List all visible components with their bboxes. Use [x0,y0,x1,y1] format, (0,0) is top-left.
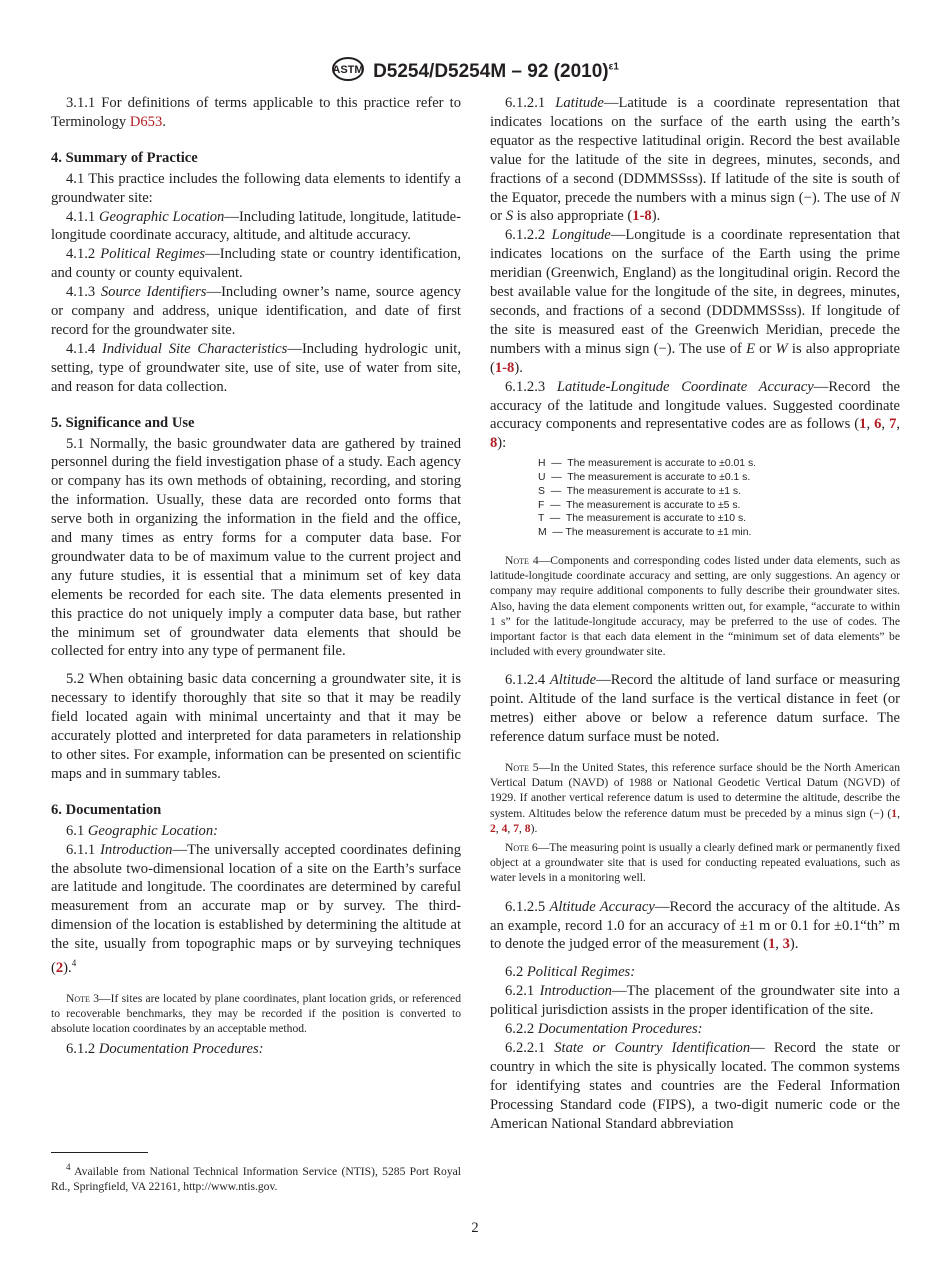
note [490,840,900,886]
text-run: —Longitude is a coordinate representation that indicates locations on the surface of the Earth using the prime meridian (Greenwich, England) as the longitudinal origin. Record the best available value for the longitude of the site, in degrees, minutes, seconds, and fractions of a second (DDDMMSSss). If longitude of the site is measured east of the Greenwich Meridian, precede the numbers with a minus sign (−). The use of [490,227,900,357]
note [490,760,900,836]
text-run: —Record the accuracy of the latitude and longitude values. Suggested coordinate accuracy components and representative codes are as follows ( [490,378,901,433]
paragraph [51,841,461,978]
section-heading [51,149,461,168]
paragraph [490,898,900,955]
text-run: Note [505,761,529,775]
text-run: , [881,416,890,433]
text-run: E [746,340,755,357]
accuracy-code-item: U — The measurement is accurate to ±0.1 s. [538,472,751,484]
reference-link[interactable]: 1-8 [632,208,652,225]
text-run: 6.1 [66,822,88,839]
footnote [51,1160,461,1194]
astm-logo-icon [331,56,365,82]
accuracy-code-item: M — The measurement is accurate to ±1 min. [538,527,752,539]
footnote-divider [51,1152,148,1153]
text-run: , [896,416,901,433]
text-run: Note [66,991,90,1005]
section-heading [51,414,461,433]
text-run: , [775,936,783,953]
text-run: Documentation Procedures: [537,1021,703,1038]
text-run: is also appropriate ( [513,208,633,225]
reference-link[interactable]: 8 [524,821,531,835]
accuracy-codes-list [538,457,900,540]
section-heading [51,801,461,820]
accuracy-code-item: F — The measurement is accurate to ±5 s. [538,499,741,511]
text-run: 6.2.2 [505,1021,538,1038]
paragraph [490,378,900,454]
text-run: 6.1.2 [66,1041,99,1058]
text-run: 6.2.1 [505,983,540,1000]
paragraph [51,245,461,283]
paragraph [490,1039,900,1134]
reference-link[interactable]: 1 [768,936,776,953]
text-run: W [775,340,788,357]
reference-link[interactable]: 2 [490,821,496,835]
text-run: Altitude Accuracy [549,898,655,915]
left-column [51,94,461,1059]
text-run: ). [63,959,72,976]
text-run: Geographic Location [98,208,225,225]
text-run: —Including hydrologic unit, setting, type of groundwater site, use of site, use of water from site, and reason for data collection. [51,340,461,395]
footnote-text: Available from National Technical Information Service (NTIS), 5285 Port Royal Rd., Springfield, VA 22161, http://www.ntis.gov. [51,1164,461,1194]
text-run: 5. Significance and Use [51,414,195,431]
text-run: State or Country Identification [554,1040,751,1057]
text-run: ). [789,936,799,953]
reference-link[interactable]: 2 [55,959,64,976]
reference-link[interactable]: 6 [874,416,882,433]
text-run: 6. Documentation [51,801,162,818]
paragraph [490,226,900,377]
note [51,991,461,1037]
svg-text:ASTM: ASTM [332,64,364,76]
text-run: Political Regimes [100,246,206,263]
reference-link[interactable]: 7 [513,821,519,835]
text-run: ). [530,821,538,835]
text-run: 6.2.2.1 [505,1040,555,1057]
text-run: —Record the altitude of land surface or measuring point. Altitude of the land surface is the vertical distance in feet (or metres) either above or below a reference datum surface. The reference datum surface must be noted. [490,672,901,746]
paragraph [51,340,461,397]
text-run: Latitude [555,95,604,111]
text-run: Geographic Location: [87,822,219,839]
text-run: 4.1.1 [66,208,99,225]
text-run: 6.1.2.4 [505,672,550,689]
text-run: . [162,113,166,130]
paragraph [490,94,900,226]
text-run: 6.1.1 [66,841,101,858]
paragraph [490,671,900,747]
text-run: , [897,806,900,820]
text-run: 6.1.2.2 [505,227,552,244]
paragraph [490,982,900,1020]
text-run: Documentation Procedures: [98,1041,264,1058]
text-run: 6.2 [505,964,527,981]
text-run: ): [497,435,507,452]
reference-link[interactable]: 4 [501,821,508,835]
text-run: Note [505,554,529,567]
paragraph [51,94,461,132]
text-run: 4. Summary of Practice [51,149,198,166]
text-run: 6.1.2.1 [505,95,556,111]
text-run: is also appropriate ( [490,340,900,376]
text-run: , [518,821,525,835]
text-run: 4.1.4 [66,340,102,357]
text-run: —The placement of the groundwater site into a political jurisdiction assists in the proper identification of the site. [490,983,900,1019]
text-run: —The universally accepted coordinates defining the absolute two-dimensional location of a site on the Earth’s surface are latitude and longitude. The coordinates are determined by careful measurement from an accurate map or by survey. The third-dimension of the location is established by determining the altitude at the site, usually from topographic maps or by surveying techniques ( [51,841,461,976]
paragraph [490,1020,900,1039]
text-run: 3.1.1 For definitions of terms applicable to this practice refer to Terminology [51,95,461,130]
reference-link[interactable]: 1-8 [494,359,515,376]
footnote-reference: 4 [71,958,77,969]
text-run: Political Regimes: [526,964,636,981]
text-run: —Latitude is a coordinate representation that indicates locations on the surface of the earth using the earth’s equator as the respective latitudinal origin. Record the best available value for the latitude of the site in degrees, minutes, seconds, and fractions of a second (DDMMSSss). If latitude of the site is south of the Equator, precede the numbers with a minus sign (−). The use of [490,95,901,206]
document-header [0,56,950,83]
paragraph [51,1040,461,1059]
text-run: , [507,821,514,835]
text-run: Altitude [549,672,597,689]
reference-link[interactable]: 1 [859,416,867,433]
accuracy-code-item: S — The measurement is accurate to ±1 s. [538,485,742,497]
paragraph [51,208,461,246]
paragraph [51,822,461,841]
text-run: , [495,821,502,835]
text-run: Introduction [539,983,612,1000]
text-run: Latitude-Longitude Coordinate Accuracy [556,378,814,395]
text-run: or [754,340,776,357]
text-run: 5.1 Normally, the basic groundwater data are gathered by trained personnel during the field investigation phase of a study. Each agency or company has its own methods of obtaining, recording, and storing the information. Usually, these data are recorded onto forms that serve both in organizing the information in the field and the office, and many times as entry forms for a computer data base. For groundwater data to be of maximum value to the current project and any future studies, it is essential that a minimum set of key data elements be recorded for each site. The data elements presented in this practice do not uniquely imply a computer data base, but rather the minimum set of groundwater data elements that should be collected for entry into any type of permanent file. [51,435,461,660]
text-run: 3—If sites are located by plane coordinates, plant location grids, or referenced to recoverable benchmarks, they may be recorded if the position is converted to absolute location coordinates by an acceptable method. [51,991,461,1036]
text-run: ). [651,208,661,225]
text-run: Note [505,841,529,855]
text-run: 4—Components and corresponding codes listed under data elements, such as latitude-longitude coordinate accuracy and setting, are only suggestions. An agency or company may require additional components to fully describe their groundwater sites. Also, having the data element components written out, for example, “accurate to within 1 s” for the latitude-longitude accuracy, may be preferred to the use of codes. The important factor is that each data element in the “minimum set of data elements” be included with every groundwater site. [490,554,900,659]
text-run: —Record the accuracy of the altitude. As an example, record 1.0 for an accuracy of ±1 m or 0.1 for ±0.1“th” m to denote the judged error of the measurement ( [490,898,901,953]
accuracy-code-item: T — The measurement is accurate to ±10 s. [538,513,747,525]
text-run: 5.2 When obtaining basic data concerning a groundwater site, it is necessary to identify thoroughly that site so that it may be readily field located again with minimal uncertainty and that it may be accurately plotted and interpreted for data parameters in relationship to other sites. For example, information can be presented on scientific maps and in summary tables. [51,671,461,782]
text-run: 6—The measuring point is usually a clearly defined mark or permanently fixed object at a groundwater site that is used for conducting repeated evaluations, such as water levels in a monitoring well. [490,841,900,885]
text-run: —Including latitude, longitude, latitude-longitude coordinate accuracy, altitude, and altitude accuracy. [51,208,461,244]
text-run: — Record the state or country in which the site is physically located. The common systems for identifying states and countries are the Federal Information Processing Standard code (FIPS), a two-digit numeric code or the American National Standard abbreviation [490,1040,900,1132]
text-run: 6.1.2.3 [505,378,557,395]
paragraph [51,435,461,662]
editorial-superscript: ε1 [608,61,619,73]
text-run: 4.1.2 [66,246,101,263]
text-run: ). [514,359,523,376]
paragraph [490,963,900,982]
text-run: —Including owner’s name, source agency or company and address, unique identification, and date of first record for the groundwater site. [51,284,461,338]
text-run: , [866,416,875,433]
reference-link[interactable]: 3 [782,936,790,953]
standard-designation: D5254/D5254M – 92 (2010) [373,61,609,82]
text-run: S [505,208,514,225]
reference-link[interactable]: 8 [490,435,498,452]
note [490,553,900,659]
footnote-marker: 4 [66,1162,71,1172]
text-run: 4.1.3 [66,284,101,301]
reference-link[interactable]: 1 [891,806,898,820]
paragraph [51,283,461,340]
terminology-link[interactable]: D653 [129,113,163,130]
text-run: or [490,208,506,225]
text-run: Source Identifiers [100,284,207,301]
text-run: Introduction [100,841,173,858]
text-run: 4.1 This practice includes the following data elements to identify a groundwater site: [51,170,461,206]
page-number: 2 [471,1220,479,1236]
text-run: 5—In the United States, this reference surface should be the North American Vertical Datum (NAVD) of 1988 or National Geodetic Vertical Datum (NGVD) of 1929. If another vertical reference datum is used to determine the altitude, describe the system. Altitudes below the reference datum must be preceded by a minus sign (−) ( [490,761,900,820]
text-run: Individual Site Characteristics [101,340,288,357]
text-run: 6.1.2.5 [505,898,550,915]
reference-link[interactable]: 7 [889,416,897,433]
text-run: —Including state or country identification, and county or county equivalent. [51,246,461,282]
right-column [490,94,900,1134]
paragraph [51,670,461,783]
accuracy-code-item: H — The measurement is accurate to ±0.01 s. [538,458,757,470]
paragraph [51,170,461,208]
text-run: N [890,189,900,206]
text-run: Longitude [551,227,611,244]
